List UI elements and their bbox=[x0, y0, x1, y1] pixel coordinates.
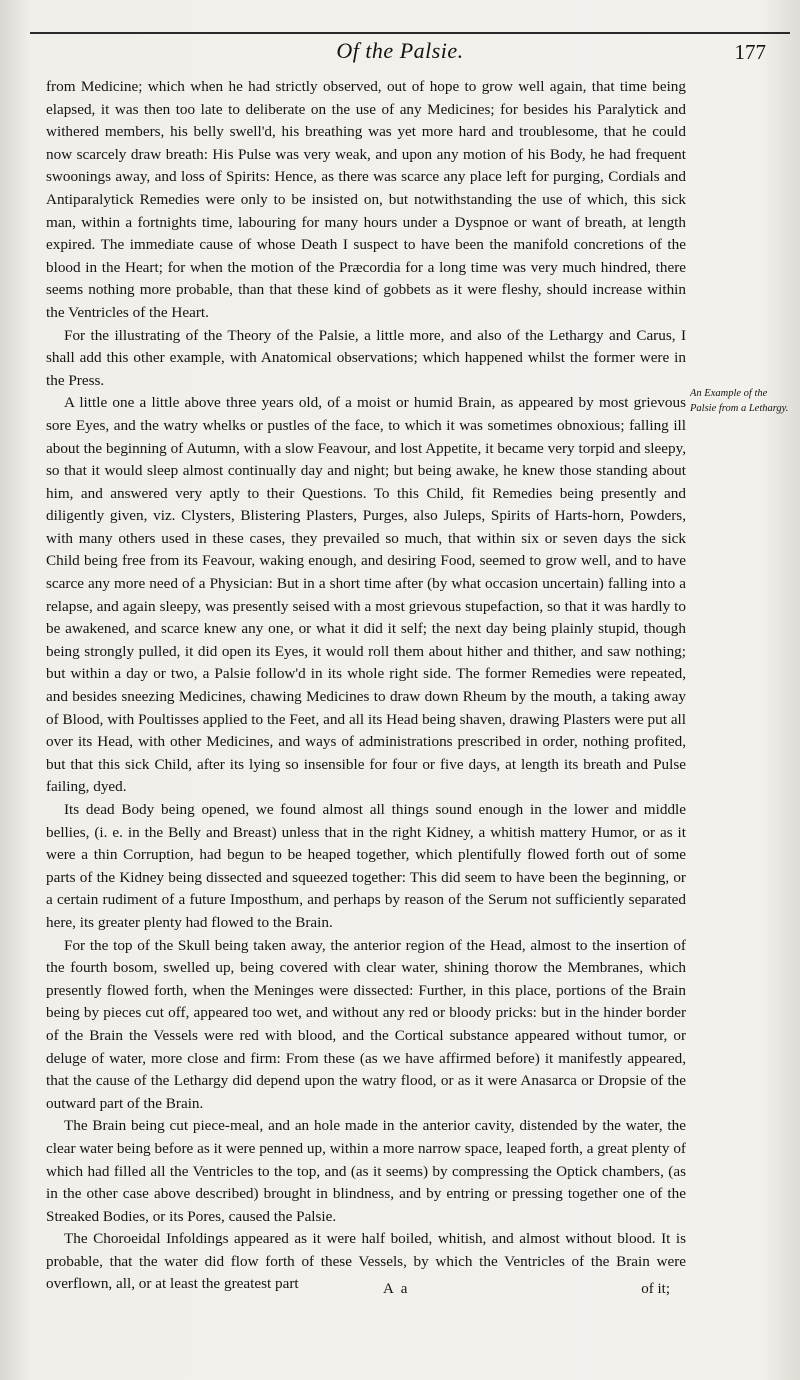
paragraph-skull: For the top of the Skull being taken away, the anterior region of the Head, almost to the insertion of the fourth bosom, swelled up, being covered with clear water, shining thorow the Membranes, which presently flowed forth, when the Meninges were dissected: Further, in this place, portions of the Brain being by pieces cut off, appeared too wet, and without any red or bloody pricks: but in the hinder border of the Brain the Vessels were red with blood, and the Cortical substance appeared without tumor, or deluge of water, more close and firm: From these (as we have affirmed before) it manifestly appeared, that the cause of the Lethargy did depend upon the watry flood, or as it were Anasarca or Dropsie of the outward part of the Brain. bbox=[46, 936, 686, 1112]
paragraph-continuation: from Medicine; which when he had strictly observed, out of hope to grow well again, that time being elapsed, it was then too late to deliberate on the use of any Medicines; for besides his Paralytick and withered members, his belly swell'd, his breathing was yet more hard and troublesome, that he could now scarcely draw breath: His Pulse was very weak, and upon any motion of his Body, he had frequent swoonings away, and loss of Spirits: Hence, as there was scarce any place left for purging, Cordials and Antiparalytick Remedies were only to be insisted on, but notwithstanding the use of which, this sick man, within a fortnights time, labouring for many hours under a Dyspnoe or want of breath, at length expired. The immediate cause of whose Death I suspect to have been the manifold concretions of the blood in the Heart; for when the motion of the Præcordia for a long time was very much hindred, there seems nothing more probable, than that these kind of gobbets as it were fleshy, should increase within the Ventricles of the Heart. bbox=[46, 78, 686, 321]
margin-note: An Example of the Palsie from a Lethargy. bbox=[690, 388, 789, 414]
body-text bbox=[46, 76, 686, 1296]
paragraph-child-case: A little one a little above three years old, of a moist or humid Brain, as appeared by most grievous sore Eyes, and the watry whelks or pustles of the face, to which it was sometimes obnoxious; falling ill about the beginning of Autumn, with a slow Feavour, and lost Appetite, it became very torpid and sleepy, so that it would sleep almost continually day and night; but being awake, he knew those standing about him, and answered very aptly to their Questions. To this Child, fit Remedies being presently and diligently given, viz. Clysters, Blistering Plasters, Purges, also Juleps, Spirits of Harts-horn, Powders, with many others used in these cases, they prevailed so much, that within six or seven days the sick Child being free from its Feavour, waking enough, and desiring Food, seemed to grow well, and to have scarce any more need of a Physician: But in a short time after (by what occasion uncertain) falling into a relapse, and again sleepy, was presently seised with a most grievous stupefaction, so that it was hardly to be awakened, and scarce knew any one, or what it did it self; the next day being plainly stupid, though being strongly pulled, it did open its Eyes, it would roll them about hither and thither, and saw nothing; but within a day or two, a Palsie follow'd in its whole right side. The former Remedies were repeated, and besides sneezing Medicines, chawing Medicines to draw down Rheum by the mouth, a taking away of Blood, with Poultisses applied to the Feet, and all its Head being shaven, drawing Plasters were put all over its Head, with other Medicines, and ways of administrations prescribed in order, nothing profited, but that this sick Child, after its lying so insensible for four or five days, at length its breath and Pulse failing, dyed. bbox=[46, 394, 686, 796]
paragraph-choroeidal: The Choroeidal Infoldings appeared as it were half boiled, whitish, and almost without blood. It is probable, that the water did flow forth of these Vessels, by which the Ventricles of the Brain were overflown, all, or at least the greatest part bbox=[46, 1230, 686, 1293]
paragraph-brain: The Brain being cut piece-meal, and an hole made in the anterior cavity, distended by the water, the clear water being before as it were penned up, within a more narrow space, leaped forth, a great plenty of which had filled all the Ventricles to the top, and (as it seems) by compressing the Optick chambers, (as in the other case above described) brought in blindness, and by entring or pressing together one of the Streaked Bodies, or its Pores, caused the Palsie. bbox=[46, 1117, 686, 1225]
catchword: of it; bbox=[641, 1281, 670, 1297]
signature-mark: A a bbox=[383, 1281, 410, 1297]
page-number: 177 bbox=[734, 40, 766, 64]
paragraph-theory: For the illustrating of the Theory of the Palsie, a little more, and also of the Lethargy and Carus, I shall add this other example, with Anatomical observations; which happened whilst the former were in the Press. bbox=[46, 326, 686, 389]
top-rule bbox=[30, 32, 790, 34]
paragraph-dissection: Its dead Body being opened, we found almost all things sound enough in the lower and middle bellies, (i. e. in the Belly and Breast) unless that in the right Kidney, a whitish mattery Humor, or as it were a thin Corruption, had begun to be heaped together, which plentifully flowed forth out of some parts of the Kidney being dissected and squeezed together: This did seem to have been the beginning, or a certain rudiment of a future Imposthum, and perhaps by reason of the Serum not sufficiently separated here, its greater plenty had flowed to the Brain. bbox=[46, 801, 686, 931]
running-head: Of the Palsie. bbox=[336, 38, 464, 63]
